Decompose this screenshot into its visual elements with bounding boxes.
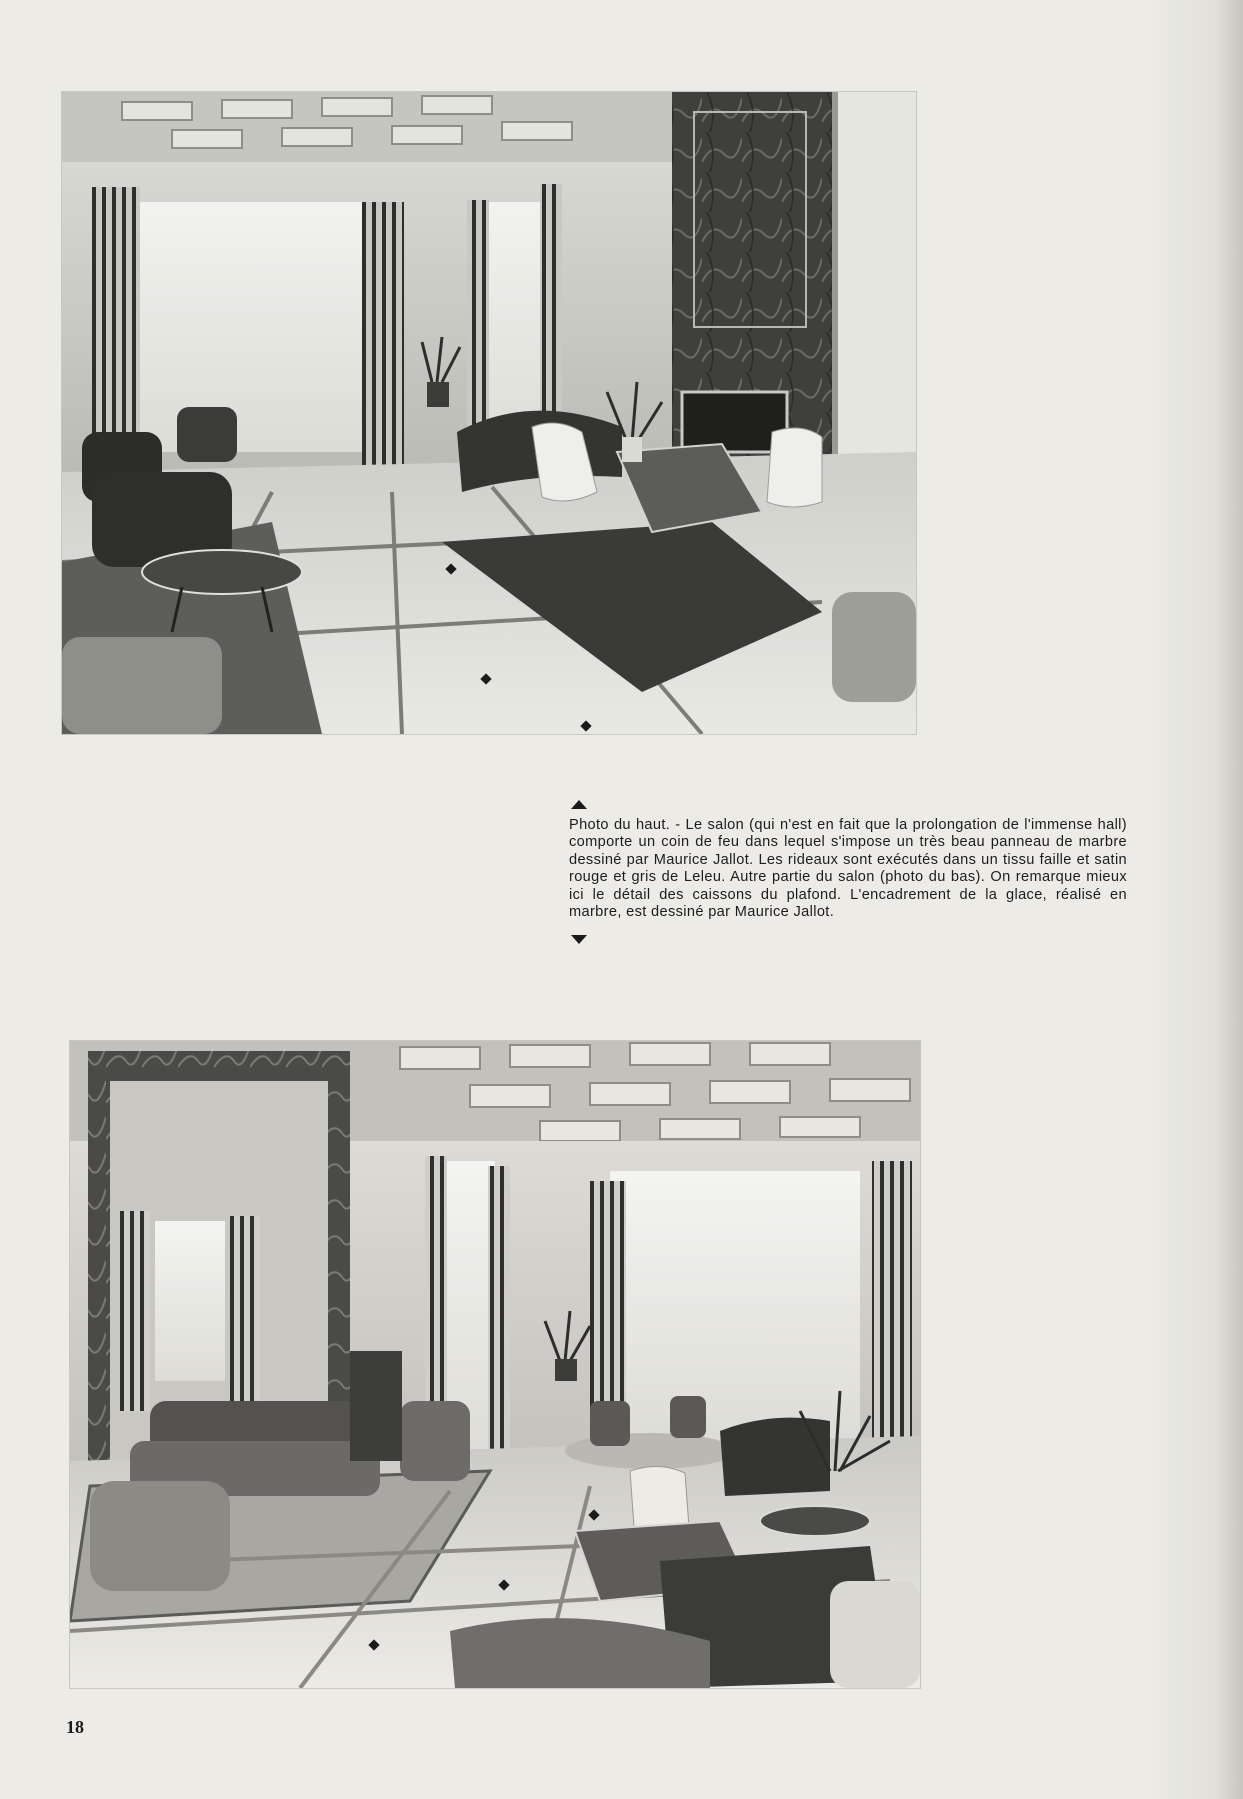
photo-salon-mirror [70, 1041, 920, 1688]
page-number: 18 [66, 1717, 84, 1737]
arrow-down-icon [571, 935, 587, 944]
photo-bottom-drawing [70, 1041, 920, 1688]
photo-salon-fireplace [62, 92, 916, 734]
caption-text: Photo du haut. - Le salon (qui n'est en fait que la prolongation de l'immense hall) comporte un coin de feu dans lequel s'impose un très beau panneau de marbre dessiné par Maurice Jallot. Les rideaux sont exécutés dans un tissu faille et satin rouge et gris de Leleu. Autre partie du salon (photo du bas). On remarque mieux ici le détail des caissons du plafond. L'encadrement de la glace, réalisé en marbre, est dessiné par Maurice Jallot. [569, 817, 1127, 921]
photo-top-drawing [62, 92, 916, 734]
caption-block [569, 800, 1127, 944]
arrow-up-icon [571, 800, 587, 809]
